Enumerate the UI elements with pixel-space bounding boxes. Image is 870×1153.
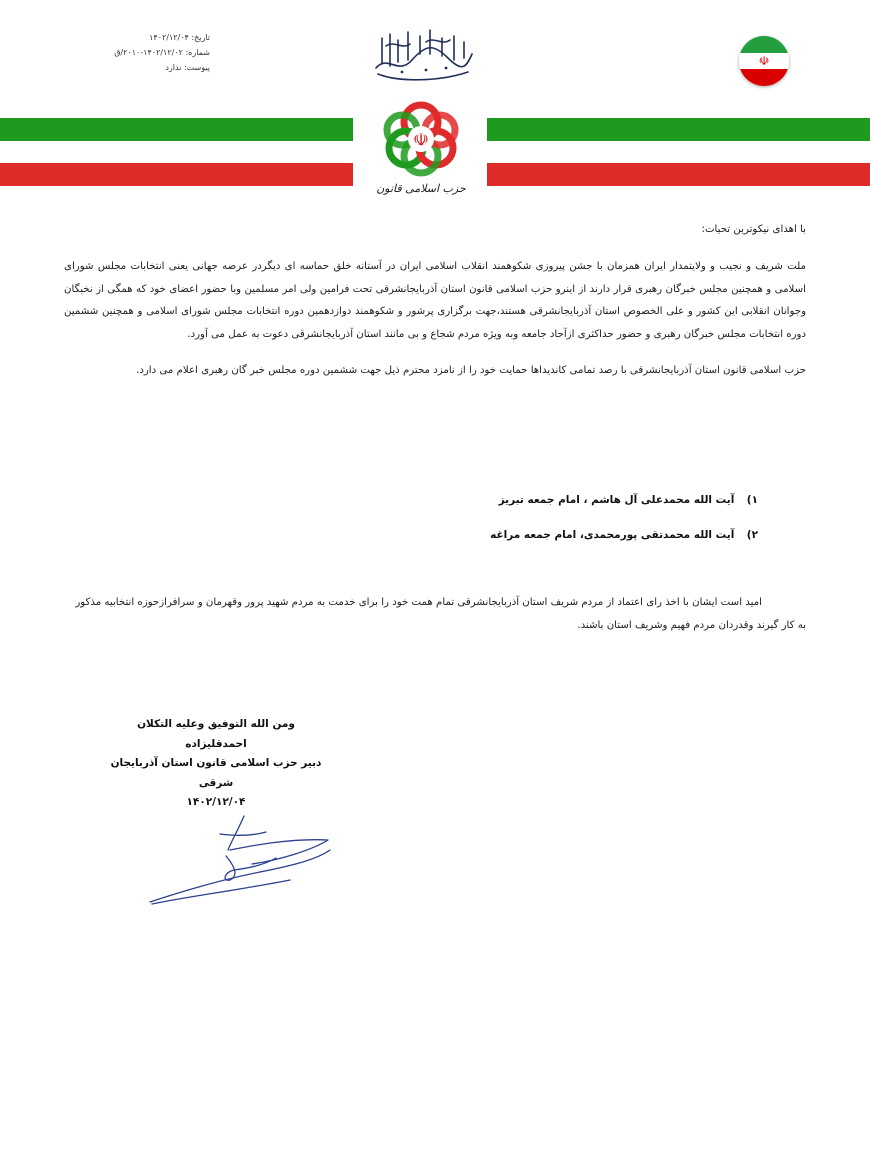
- signoff-block: [92, 715, 340, 813]
- signatory-title: دبیر حزب اسلامی قانون استان آذربایجان شرقی: [110, 757, 322, 789]
- letter-meta: [70, 30, 210, 75]
- logo-caption: حزب اسلامی قانون: [376, 182, 466, 195]
- candidate-list: [258, 483, 758, 553]
- header-red-stripe-left: [0, 163, 353, 186]
- salutation: با اهدای نیکوترین تحیات:: [701, 224, 806, 235]
- letter-attachment: پیوست: ندارد: [165, 63, 210, 72]
- letter-number: شماره: ۱۴۰۲/۱۲/۰۲-۲۰۱۰/ق: [114, 48, 210, 57]
- signoff-date: ۱۴۰۲/۱۲/۰۴: [186, 796, 246, 808]
- flag-green-band: [739, 36, 789, 53]
- signoff-closing-line: ومن الله التوفیق وعلیه التکلان: [137, 718, 295, 730]
- header-red-stripe-right: [487, 163, 870, 186]
- flag-white-band: [739, 53, 789, 70]
- flag-red-band: [739, 69, 789, 86]
- list-item: [258, 518, 758, 553]
- letter-date: تاریخ: ۱۴۰۲/۱۲/۰۴: [149, 33, 210, 42]
- iran-flag-icon: [739, 36, 789, 86]
- list-item-text: آیت الله محمدعلی آل هاشم ، امام جمعه تبریز: [498, 494, 735, 506]
- letter-body: [64, 219, 806, 396]
- list-item-number: ۱): [746, 494, 758, 506]
- closing-paragraph: امید است ایشان با اخذ رای اعتماد از مردم شریف استان آذربایجانشرقی تمام همت خود را برای خدمت به مردم شهید پرور وقهرمان و سرافرازحوزه انتخابیه مذکور به کار گیرند وقدردان مردم فهیم وشریف استان باشند.: [75, 597, 806, 631]
- signatory-name: احمدقلیزاده: [185, 737, 247, 750]
- bismillah-calligraphy: [368, 24, 478, 84]
- handwritten-signature: [140, 810, 340, 910]
- body-paragraph-1: ملت شریف و نجیب و ولایتمدار ایران همزمان با جشن پیروزی شکوهمند انقلاب اسلامی ایران در آستانه خلق حماسه ای دیگردر عرصه جهانی یعنی انتخابات مجلس شورای اسلامی و همچنین مجلس خبرگان رهبری قرار دارند از اینرو حزب اسلامی قانون استان آذربایجانشرقی تحت فرامین ولی امر مسلمین وبا حضور اعضای خود که همگی از نخبگان وجوانان انقلابی این کشور و علی الخصوص استان آذربایجانشرقی هستند،جهت برگزاری پرشور و شکوهمند دوازدهمین دوره انتخابات مجلس شورای اسلامی و همچنین ششمین دوره انتخابات مجلس خبرگان رهبری و حضور حداکثری ازآحاد جامعه وبه ویژه مردم شجاع و بی مانند استان آذربایجانشرقی دعوت به عمل می آورد.: [64, 261, 806, 340]
- list-item-number: ۲): [746, 529, 758, 541]
- list-item-text: آیت الله محمدتقی پورمحمدی، امام جمعه مراغه: [490, 529, 735, 541]
- logo-emblem-icon: ☫: [412, 130, 430, 151]
- party-logo: [376, 94, 466, 184]
- list-item: [258, 483, 758, 518]
- body-paragraph-2: حزب اسلامی قانون استان آذربایجانشرقی با رصد تمامی کاندیداها حمایت خود را از نامزد محترم ذیل جهت ششمین دوره مجلس خبر گان رهبری اعلام می دارد.: [136, 365, 806, 377]
- header-green-stripe-left: [0, 118, 353, 141]
- header-green-stripe-right: [487, 118, 870, 141]
- flag-emblem-icon: ☫: [758, 53, 770, 68]
